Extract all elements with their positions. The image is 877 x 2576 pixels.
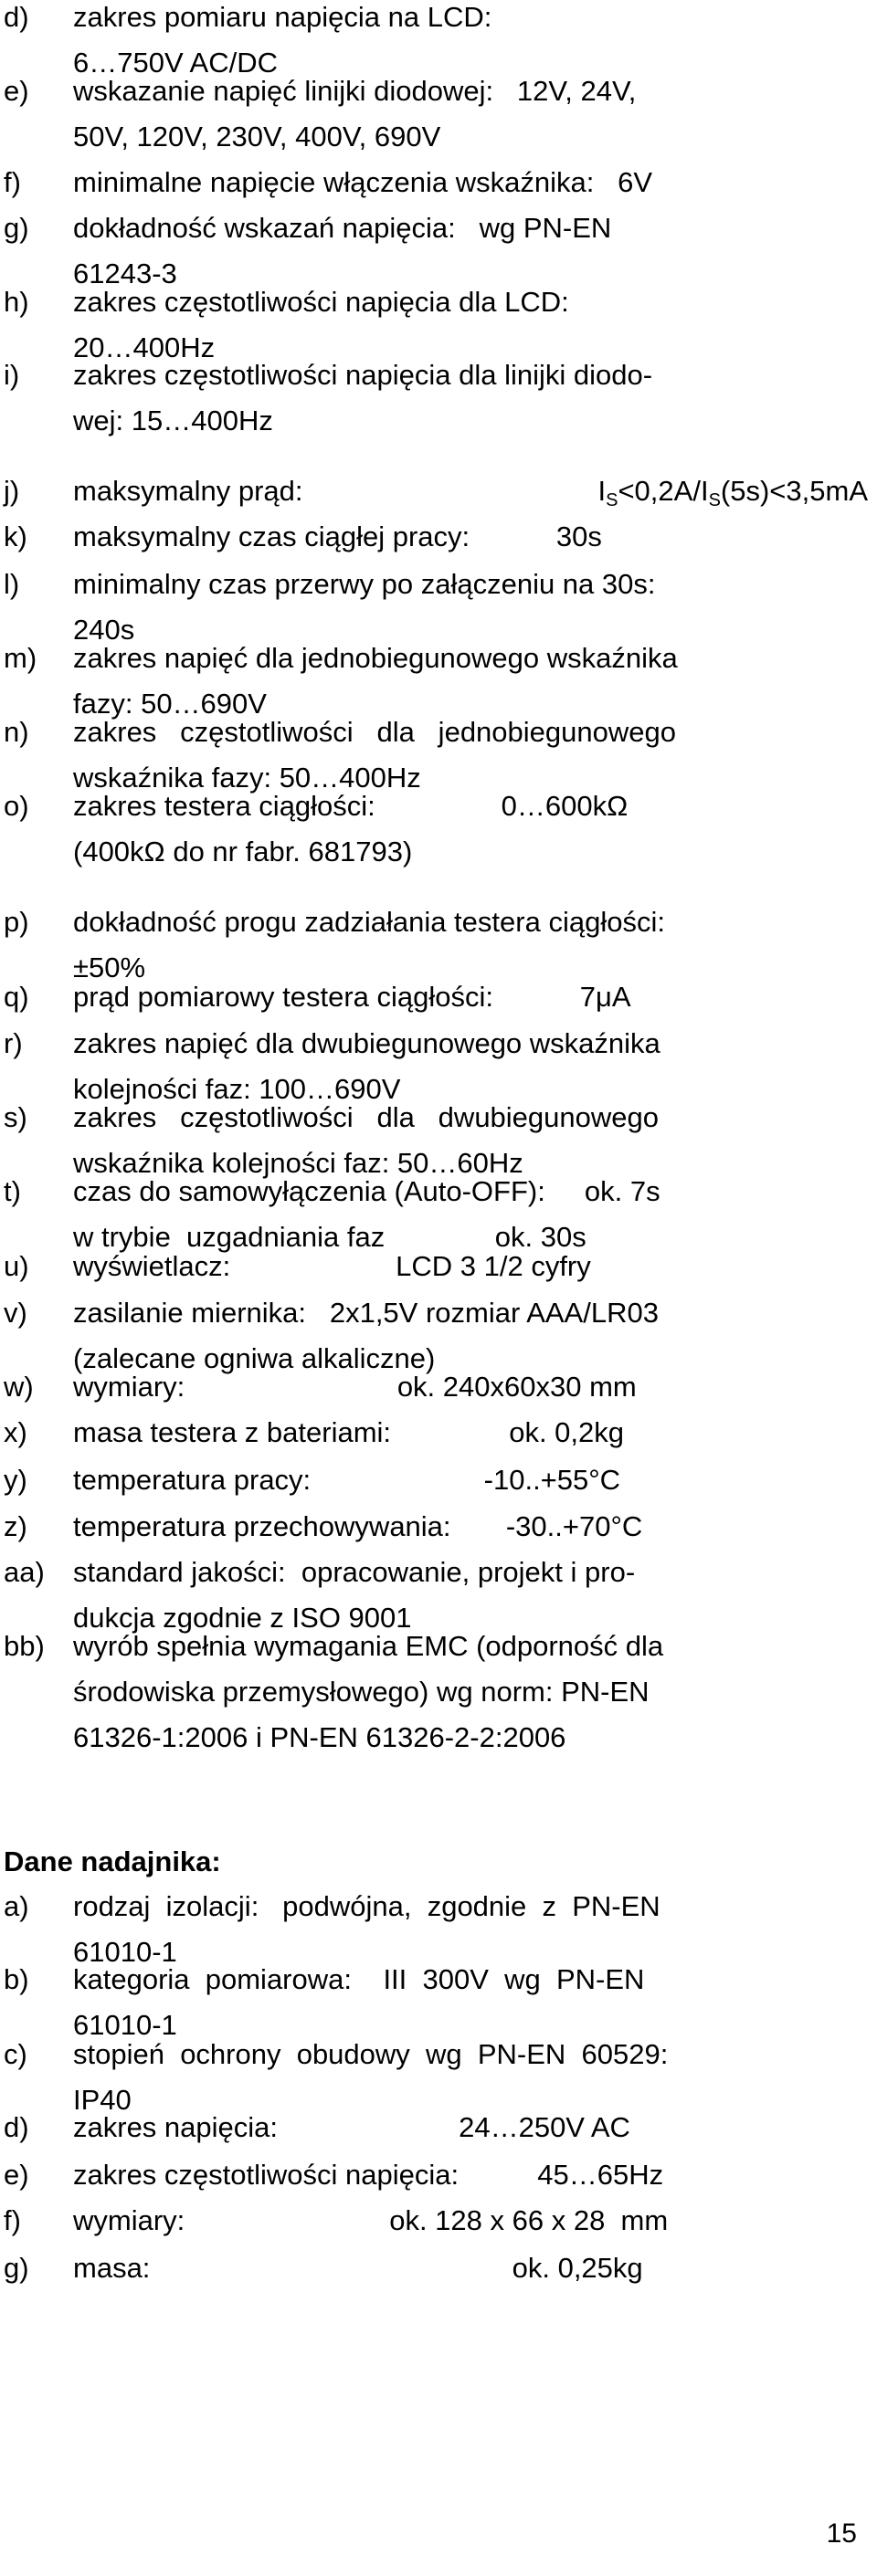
item-text-line: dokładność progu zadziałania testera ciągłości: xyxy=(73,906,665,938)
item-text-line: wej: 15…400Hz xyxy=(73,405,273,436)
list-marker: d) xyxy=(4,1,29,33)
item-text-line: zakres testera ciągłości: 0…600kΩ xyxy=(73,790,629,822)
list-marker: r) xyxy=(4,1027,23,1059)
list-marker: g) xyxy=(4,2252,29,2284)
item-text-line: wymiary: ok. 240x60x30 mm xyxy=(73,1371,637,1403)
list-marker: l) xyxy=(4,568,20,600)
item-text-line: masa: ok. 0,25kg xyxy=(73,2252,643,2284)
list-marker: s) xyxy=(4,1101,27,1133)
item-text-line: zakres pomiaru napięcia na LCD: xyxy=(73,1,492,33)
list-marker: aa) xyxy=(4,1556,45,1588)
item-text-line: zakres napięcia: 24…250V AC xyxy=(73,2111,630,2143)
item-text-line: IP40 xyxy=(73,2084,132,2116)
value-part: I xyxy=(597,475,607,507)
list-marker: e) xyxy=(4,75,29,107)
item-text-line: 61326-1:2006 i PN-EN 61326-2-2:2006 xyxy=(73,1721,566,1753)
item-text-line: minimalny czas przerwy po załączeniu na 30s: xyxy=(73,568,656,600)
list-marker: q) xyxy=(4,981,29,1013)
item-text-line: temperatura przechowywania: -30..+70°C xyxy=(73,1510,643,1542)
item-text-line: (400kΩ do nr fabr. 681793) xyxy=(73,836,413,867)
item-text-line: ±50% xyxy=(73,952,146,983)
item-text-line: 61010-1 xyxy=(73,2009,177,2041)
list-marker: y) xyxy=(4,1464,27,1496)
list-marker: m) xyxy=(4,642,37,674)
list-marker: t) xyxy=(4,1175,21,1207)
item-text-line: 240s xyxy=(73,614,135,646)
list-marker: u) xyxy=(4,1250,29,1282)
item-text-line: minimalne napięcie włączenia wskaźnika: 6V xyxy=(73,166,653,198)
list-marker: n) xyxy=(4,716,29,748)
item-text-line: 20…400Hz xyxy=(73,331,216,363)
list-marker: bb) xyxy=(4,1630,45,1662)
transmitter-heading: Dane nadajnika: xyxy=(4,1845,221,1877)
list-marker: e) xyxy=(4,2159,29,2191)
item-text-line: maksymalny czas ciągłej pracy: 30s xyxy=(73,520,602,552)
item-text-line: wymiary: ok. 128 x 66 x 28 mm xyxy=(73,2204,669,2236)
value-part: <0,2A/I xyxy=(618,475,709,507)
list-marker: j) xyxy=(4,475,20,507)
subscript: S xyxy=(606,490,618,510)
item-text-line: zakres częstotliwości napięcia: 45…65Hz xyxy=(73,2159,664,2191)
item-text-line: 6…750V AC/DC xyxy=(73,47,278,79)
item-text-line: wyświetlacz: LCD 3 1/2 cyfry xyxy=(73,1250,591,1282)
list-marker: f) xyxy=(4,166,21,198)
list-marker: a) xyxy=(4,1890,29,1922)
item-text-line: kolejności faz: 100…690V xyxy=(73,1073,401,1105)
item-text-line: stopień ochrony obudowy wg PN-EN 60529: xyxy=(73,2038,669,2070)
item-text-line: temperatura pracy: -10..+55°C xyxy=(73,1464,621,1496)
item-text-line: prąd pomiarowy testera ciągłości: 7μA xyxy=(73,981,631,1013)
list-marker: f) xyxy=(4,2204,21,2236)
list-marker: d) xyxy=(4,2111,29,2143)
item-text-line: standard jakości: opracowanie, projekt i pro- xyxy=(73,1556,636,1588)
item-text-line: 50V, 120V, 230V, 400V, 690V xyxy=(73,121,441,152)
item-text-line xyxy=(73,475,868,510)
list-marker: x) xyxy=(4,1416,27,1448)
item-text-line: zakres częstotliwości napięcia dla LCD: xyxy=(73,286,569,318)
current-value xyxy=(597,475,868,510)
list-marker: o) xyxy=(4,790,29,822)
item-text-line: czas do samowyłączenia (Auto-OFF): ok. 7s xyxy=(73,1175,660,1207)
list-marker: k) xyxy=(4,520,27,552)
list-marker: z) xyxy=(4,1510,27,1542)
item-text-line: kategoria pomiarowa: III 300V wg PN-EN xyxy=(73,1963,645,1995)
item-text-line: 61010-1 xyxy=(73,1936,177,1968)
item-text-line: wskaźnika kolejności faz: 50…60Hz xyxy=(73,1147,523,1179)
value-part: (5s)<3,5mA xyxy=(720,475,868,507)
item-text-line: (zalecane ogniwa alkaliczne) xyxy=(73,1342,436,1374)
list-marker: v) xyxy=(4,1297,27,1329)
item-text-line: fazy: 50…690V xyxy=(73,688,267,720)
item-text-line: wyrób spełnia wymagania EMC (odporność dla xyxy=(73,1630,664,1662)
subscript: S xyxy=(708,490,721,510)
list-marker: h) xyxy=(4,286,29,318)
item-text-line: dukcja zgodnie z ISO 9001 xyxy=(73,1602,412,1634)
item-text-line: zakres częstotliwości dla dwubiegunowego xyxy=(73,1101,659,1133)
item-text-line: zasilanie miernika: 2x1,5V rozmiar AAA/LR03 xyxy=(73,1297,659,1329)
item-text-line: masa testera z bateriami: ok. 0,2kg xyxy=(73,1416,625,1448)
item-text-line: zakres napięć dla dwubiegunowego wskaźnika xyxy=(73,1027,660,1059)
list-marker: i) xyxy=(4,359,20,391)
list-marker: g) xyxy=(4,212,29,244)
item-text-line: 61243-3 xyxy=(73,258,177,289)
item-text-line: rodzaj izolacji: podwójna, zgodnie z PN-EN xyxy=(73,1890,660,1922)
list-marker: c) xyxy=(4,2038,27,2070)
item-text-line: środowiska przemysłowego) wg norm: PN-EN xyxy=(73,1676,650,1708)
item-text-line: zakres napięć dla jednobiegunowego wskaźnika xyxy=(73,642,678,674)
item-label: maksymalny prąd: xyxy=(73,475,303,507)
list-marker: p) xyxy=(4,906,29,938)
item-text-line: zakres częstotliwości napięcia dla linijki diodo- xyxy=(73,359,653,391)
item-text-line: zakres częstotliwości dla jednobiegunowego xyxy=(73,716,676,748)
list-marker: w) xyxy=(4,1371,34,1403)
item-text-line: w trybie uzgadniania faz ok. 30s xyxy=(73,1221,586,1253)
list-marker: b) xyxy=(4,1963,29,1995)
item-text-line: wskaźnika fazy: 50…400Hz xyxy=(73,762,421,794)
item-text-line: dokładność wskazań napięcia: wg PN-EN xyxy=(73,212,612,244)
page-number: 15 xyxy=(826,2518,857,2549)
item-text-line: wskazanie napięć linijki diodowej: 12V, 24V, xyxy=(73,75,637,107)
